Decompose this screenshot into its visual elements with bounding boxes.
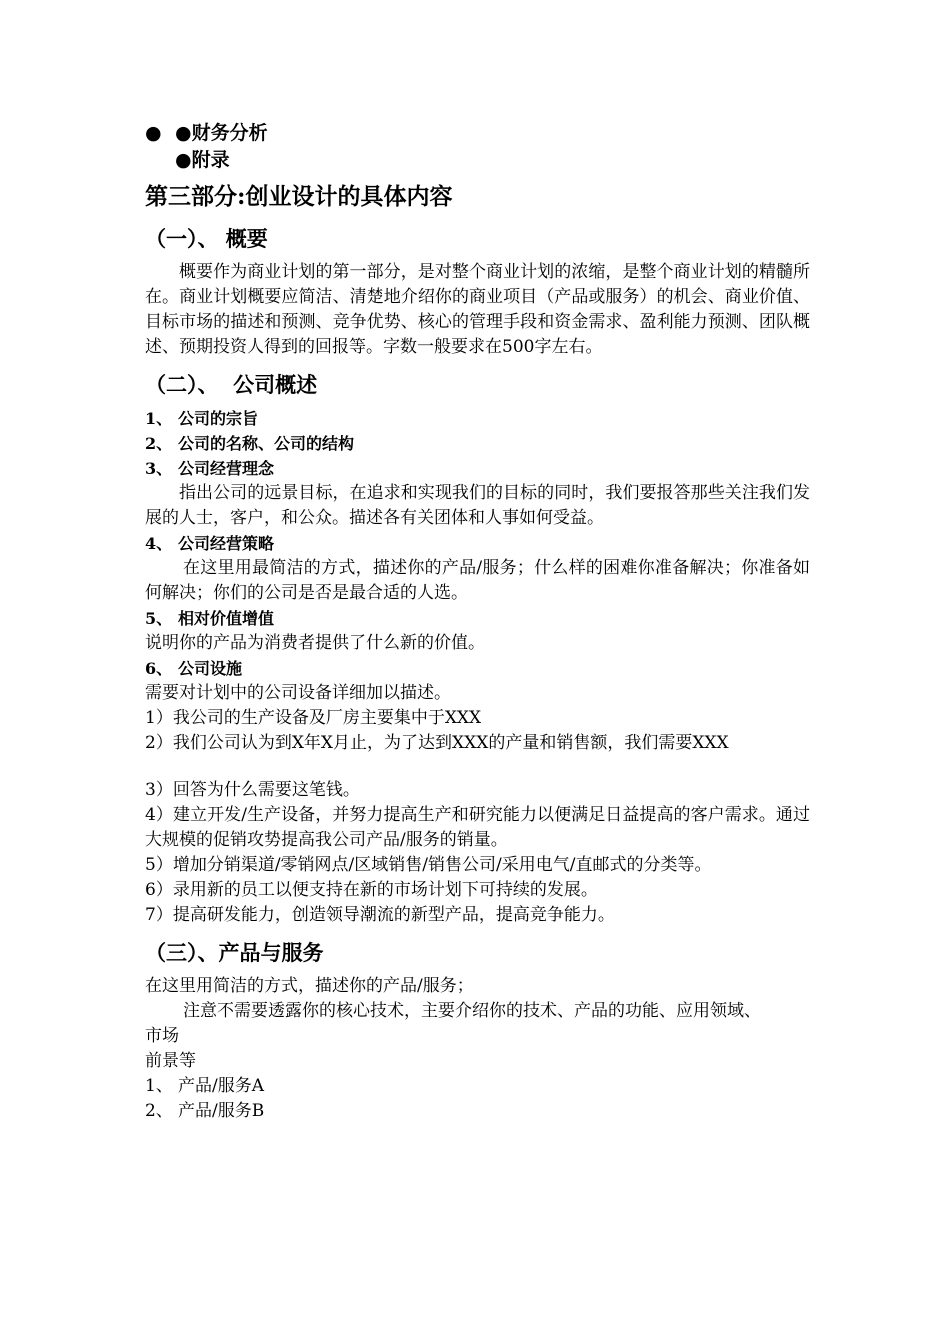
item-number: 4、 bbox=[145, 534, 173, 553]
document-page bbox=[145, 120, 810, 1124]
item-number: 1、 bbox=[145, 1076, 173, 1096]
item-number: 6、 bbox=[145, 659, 173, 678]
facility-point-1: 1）我公司的生产设备及厂房主要集中于XXX bbox=[145, 708, 482, 728]
facility-point-5: 5）增加分销渠道/零销网点/区域销售/销售公司/采用电气/直邮式的分类等。 bbox=[145, 855, 712, 875]
facility-point-2: 2）我们公司认为到X年X月止，为了达到XXX的产量和销售额，我们需要XXX bbox=[145, 733, 729, 753]
company-item-5 bbox=[145, 606, 810, 631]
blank-line bbox=[145, 756, 810, 778]
item-label: 公司经营理念 bbox=[178, 459, 275, 478]
facility-point-4: 4）建立开发/生产设备，并努力提高生产和研究能力以便满足日益提高的客户需求。通过大规模的促销攻势提高我公司产品/服务的销量。 bbox=[145, 805, 810, 850]
company-value-text: 说明你的产品为消费者提供了什么新的价值。 bbox=[145, 633, 485, 653]
item-label: 公司设施 bbox=[178, 659, 243, 678]
facility-point-7: 7）提高研发能力，创造领导潮流的新型产品，提高竞争能力。 bbox=[145, 905, 615, 925]
part-title: 第三部分:创业设计的具体内容 bbox=[145, 183, 453, 210]
products-line-1: 在这里用简洁的方式，描述你的产品/服务； bbox=[145, 976, 474, 996]
company-item-3 bbox=[145, 456, 810, 481]
summary-paragraph: 概要作为商业计划的第一部分，是对整个商业计划的浓缩，是整个商业计划的精髓所在。商业计划概要应简洁、清楚地介绍你的商业项目（产品或服务）的机会、商业价值、目标市场的描述和预测、竞争优势、核心的管理手段和资金需求、盈利能力预测、团队概述、预期投资人得到的回报等。字数一般要求在500字左右。 bbox=[145, 262, 810, 357]
item-label: 公司经营策略 bbox=[178, 534, 275, 553]
item-label: 公司的宗旨 bbox=[178, 409, 259, 428]
item-number: 5、 bbox=[145, 609, 173, 628]
section-heading-company: （二）、 公司概述 bbox=[145, 372, 318, 397]
company-item-4 bbox=[145, 531, 810, 556]
item-label: 相对价值增值 bbox=[178, 609, 275, 628]
item-label: 产品/服务B bbox=[178, 1101, 265, 1121]
facility-point-6: 6）录用新的员工以便支持在新的市场计划下可持续的发展。 bbox=[145, 880, 598, 900]
facility-point-3: 3）回答为什么需要这笔钱。 bbox=[145, 780, 360, 800]
company-philosophy-text: 指出公司的远景目标，在追求和实现我们的目标的同时，我们要报答那些关注我们发展的人士，客户，和公众。描述各有关团体和人事如何受益。 bbox=[145, 483, 810, 528]
item-number: 2、 bbox=[145, 1101, 173, 1121]
bullet-text: ●财务分析 bbox=[175, 122, 268, 144]
product-item-a bbox=[145, 1074, 810, 1099]
bullet-financial-analysis bbox=[145, 120, 810, 147]
company-item-6 bbox=[145, 656, 810, 681]
item-label: 产品/服务A bbox=[178, 1076, 265, 1096]
products-line-2: 注意不需要透露你的核心技术，主要介绍你的技术、产品的功能、应用领域、 bbox=[183, 1001, 761, 1021]
bullet-dot: ● bbox=[145, 122, 162, 144]
facilities-intro: 需要对计划中的公司设备详细加以描述。 bbox=[145, 683, 451, 703]
item-label: 公司的名称、公司的结构 bbox=[178, 434, 355, 453]
products-line-4: 前景等 bbox=[145, 1051, 196, 1071]
company-strategy-text: 在这里用最简洁的方式，描述你的产品/服务；什么样的困难你准备解决；你准备如何解决；你们的公司是否是最合适的人选。 bbox=[145, 558, 810, 603]
section-heading-products: （三）、产品与服务 bbox=[145, 940, 324, 965]
company-item-1 bbox=[145, 406, 810, 431]
item-number: 1、 bbox=[145, 409, 173, 428]
item-number: 2、 bbox=[145, 434, 173, 453]
item-number: 3、 bbox=[145, 459, 173, 478]
product-item-b bbox=[145, 1099, 810, 1124]
section-heading-summary: （一）、 概要 bbox=[145, 226, 268, 251]
products-line-3: 市场 bbox=[145, 1026, 179, 1046]
company-item-2 bbox=[145, 431, 810, 456]
bullet-text: ●附录 bbox=[175, 149, 230, 171]
bullet-appendix bbox=[145, 147, 810, 174]
